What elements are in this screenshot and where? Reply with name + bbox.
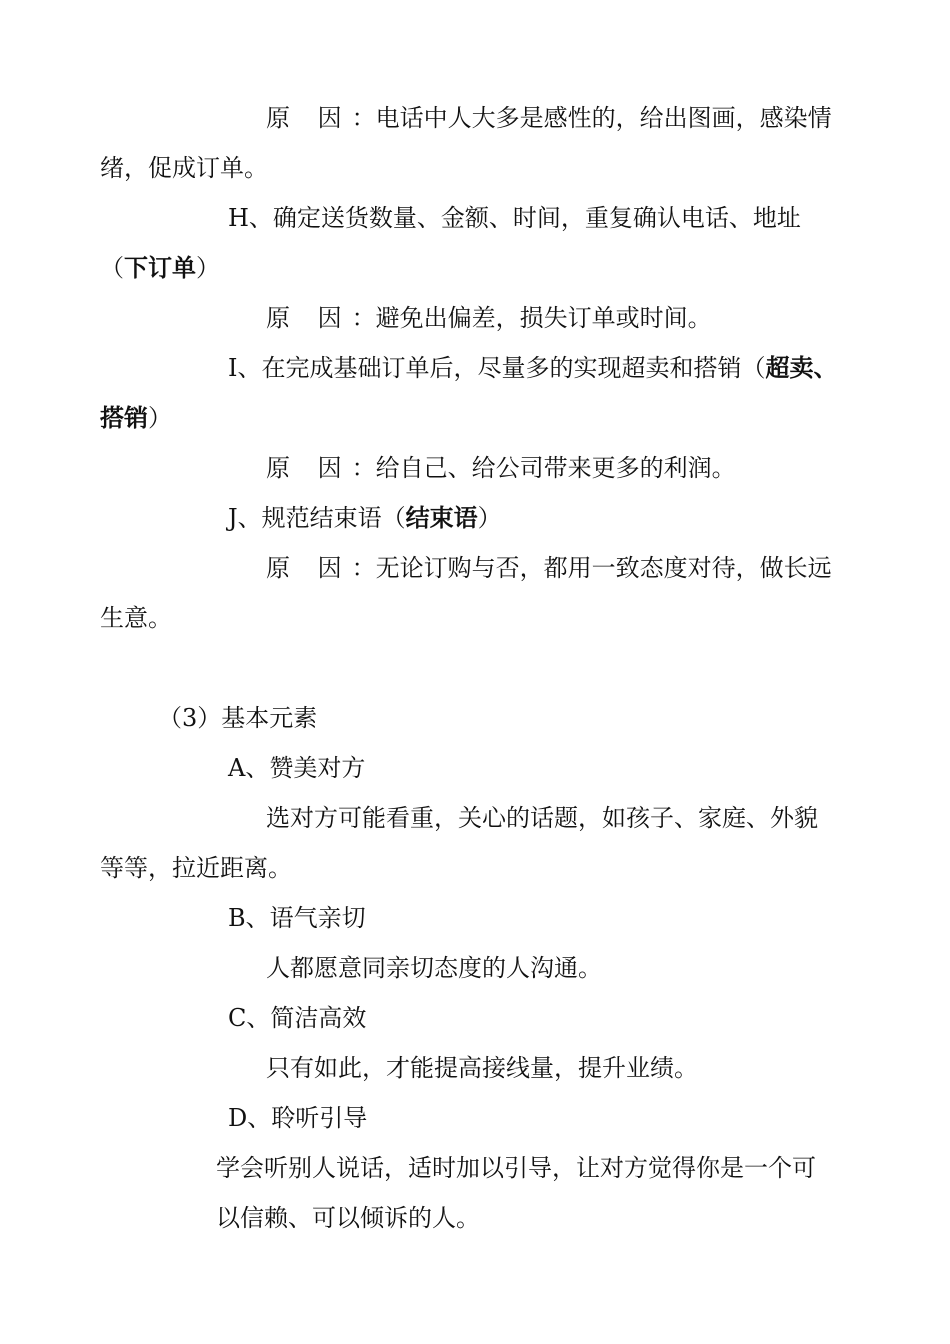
item-i-tag-line <box>100 402 172 434</box>
element-d-line2: 以信赖、可以倾诉的人。 <box>216 1204 480 1232</box>
item-i <box>228 352 837 384</box>
item-j-text: J、规范结束语（ <box>228 504 406 532</box>
paren-close: ） <box>196 254 220 282</box>
item-i-text: I、在完成基础订单后，尽量多的实现超卖和搭销（ <box>228 354 766 382</box>
element-d-title: D、聆听引导 <box>228 1104 368 1132</box>
reason-j-line1 <box>266 552 832 584</box>
paren-close: ） <box>477 504 502 532</box>
element-c-title: C、简洁高效 <box>228 1004 367 1032</box>
item-h: H、确定送货数量、金额、时间，重复确认电话、地址 <box>228 204 801 232</box>
paren-close: ） <box>148 404 172 432</box>
element-a-line1: 选对方可能看重，关心的话题，如孩子、家庭、外貌 <box>266 804 818 832</box>
reason-text: 避免出偏差，损失订单或时间。 <box>375 304 712 332</box>
reason-label: 原 因 <box>266 554 352 582</box>
element-b-title: B、语气亲切 <box>228 904 366 932</box>
tag-xia-ding-dan: 下订单 <box>124 254 196 282</box>
reason-g-line2: 绪，促成订单。 <box>100 154 268 182</box>
reason-text: 给自己、给公司带来更多的利润。 <box>375 454 736 482</box>
reason-text: 无论订购与否，都用一致态度对待，做长远 <box>375 554 832 582</box>
element-b-text: 人都愿意同亲切态度的人沟通。 <box>266 954 602 982</box>
element-a-title: A、赞美对方 <box>228 754 366 782</box>
element-a-line2: 等等，拉近距离。 <box>100 854 292 882</box>
paren-open: （ <box>100 254 124 282</box>
colon: ： <box>351 304 376 332</box>
reason-h <box>266 302 712 334</box>
reason-g-line1 <box>266 102 832 134</box>
reason-j-line2: 生意。 <box>100 604 172 632</box>
tag-chao-mai: 超卖、 <box>765 354 838 382</box>
item-h-tag-line <box>100 252 220 284</box>
reason-label: 原 因 <box>266 104 352 132</box>
reason-text: 电话中人大多是感性的，给出图画，感染情 <box>375 104 832 132</box>
reason-label: 原 因 <box>266 454 352 482</box>
colon: ： <box>351 554 376 582</box>
item-j <box>228 502 502 534</box>
element-c-text: 只有如此，才能提高接线量，提升业绩。 <box>266 1054 698 1082</box>
tag-da-xiao: 搭销 <box>100 404 148 432</box>
reason-label: 原 因 <box>266 304 352 332</box>
colon: ： <box>351 104 376 132</box>
tag-jie-shu-yu: 结束语 <box>405 504 478 532</box>
element-d-line1: 学会听别人说话，适时加以引导，让对方觉得你是一个可 <box>216 1154 816 1182</box>
colon: ： <box>351 454 376 482</box>
reason-i <box>266 452 736 484</box>
section-3-heading: （3）基本元素 <box>158 704 318 732</box>
